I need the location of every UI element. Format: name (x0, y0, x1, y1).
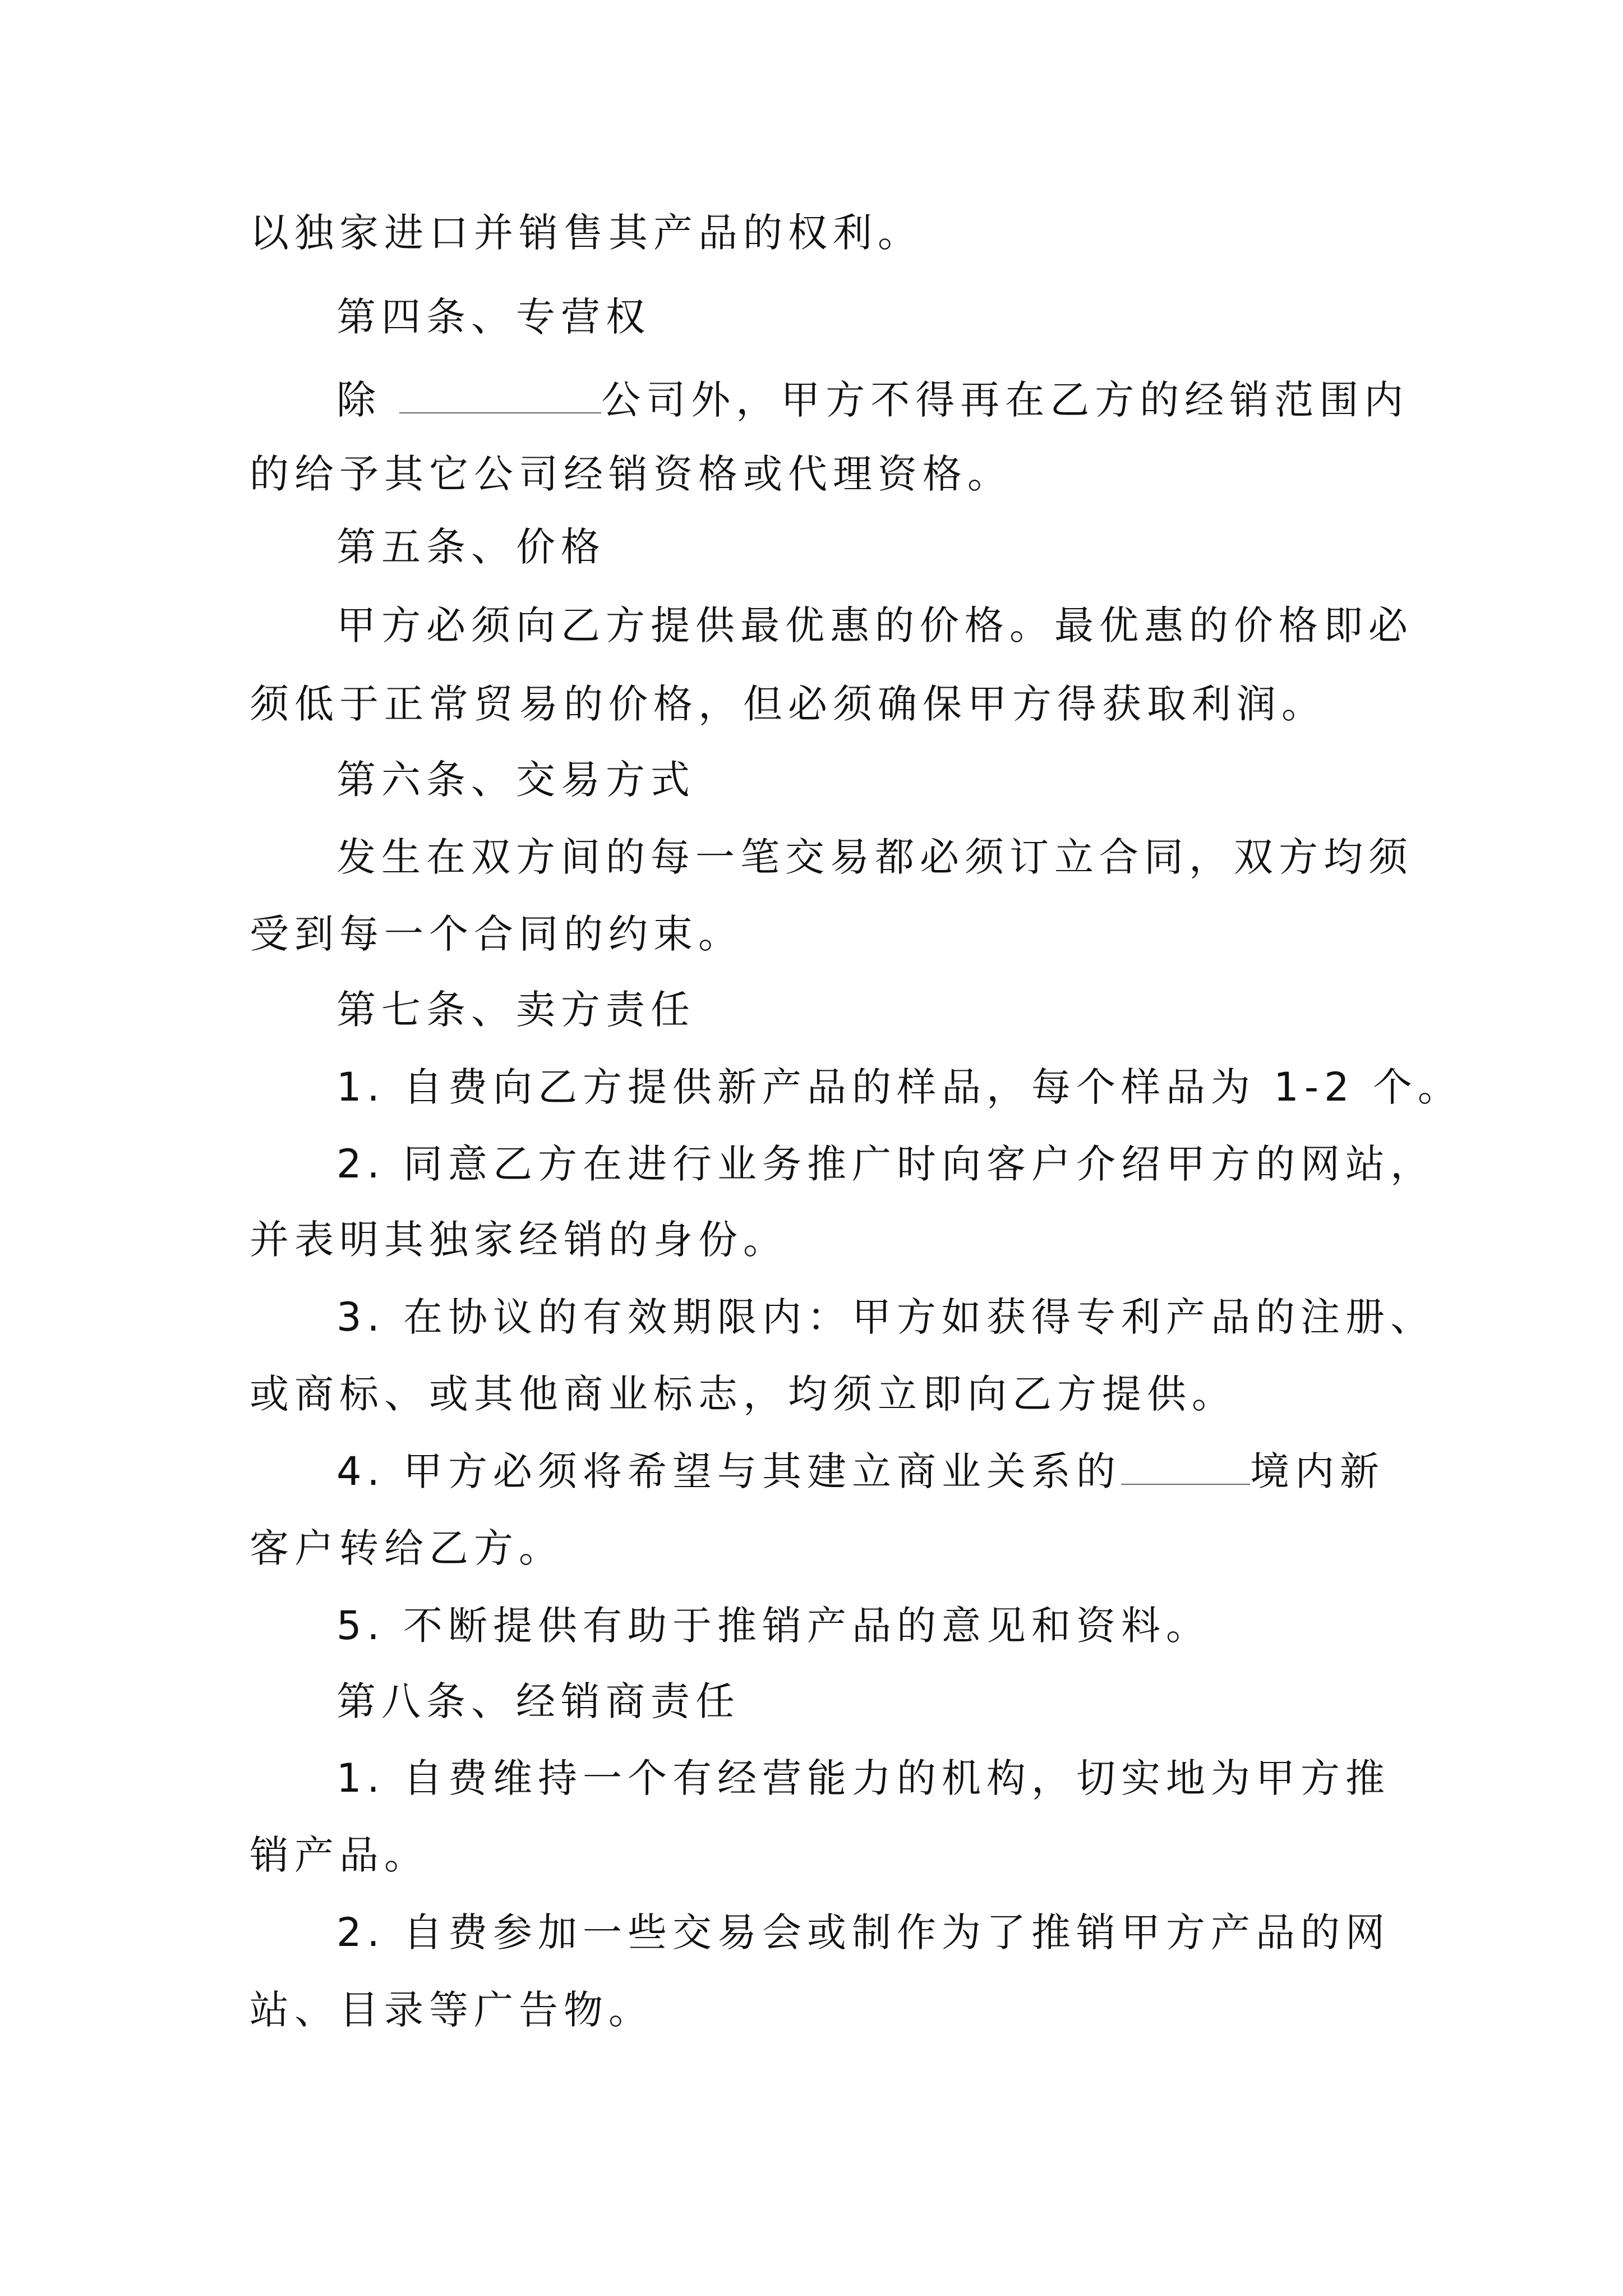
text-line: 或商标、或其他商业标志，均须立即向乙方提供。 (250, 1371, 1237, 1417)
text-line: 站、目录等广告物。 (250, 1987, 653, 2033)
article-heading: 第七条、卖方责任 (336, 987, 695, 1033)
article-heading: 第六条、交易方式 (336, 757, 695, 803)
list-item (336, 1446, 1385, 1497)
article-heading: 第八条、经销商责任 (336, 1678, 740, 1724)
list-item: 2. 同意乙方在进行业务推广时向客户介绍甲方的网站， (336, 1141, 1436, 1187)
text-line: 受到每一个合同的约束。 (250, 911, 743, 957)
text-line: 并表明其独家经销的身份。 (250, 1217, 788, 1263)
list-item: 1. 自费向乙方提供新产品的样品，每个样品为 1-2 个。 (336, 1064, 1463, 1110)
blank-field (399, 380, 601, 413)
list-item: 1. 自费维持一个有经营能力的机构，切实地为甲方推 (336, 1755, 1391, 1801)
text-segment: 境内新 (1250, 1448, 1385, 1494)
text-segment: 4. 甲方必须将希望与其建立商业关系的 (336, 1448, 1122, 1494)
blank-field (1121, 1451, 1250, 1485)
text-line (336, 375, 1409, 425)
text-line: 以独家进口并销售其产品的权利。 (250, 210, 923, 256)
list-item: 5. 不断提供有助于推销产品的意见和资料。 (336, 1603, 1211, 1649)
list-item: 2. 自费参加一些交易会或制作为了推销甲方产品的网 (336, 1910, 1391, 1955)
text-segment: 公司外，甲方不得再在乙方的经销范围内 (601, 377, 1409, 423)
text-line: 客户转给乙方。 (250, 1525, 564, 1571)
text-line: 发生在双方间的每一笔交易都必须订立合同，双方均须 (336, 834, 1413, 880)
text-line: 的给予其它公司经销资格或代理资格。 (250, 451, 1012, 497)
text-segment: 除 (336, 377, 400, 423)
text-line: 甲方必须向乙方提供最优惠的价格。最优惠的价格即必 (336, 602, 1413, 648)
text-line: 销产品。 (250, 1832, 429, 1878)
text-line: 须低于正常贸易的价格，但必须确保甲方得获取利润。 (250, 681, 1326, 727)
article-heading: 第四条、专营权 (336, 294, 651, 340)
article-heading: 第五条、价格 (336, 524, 606, 570)
list-item: 3. 在协议的有效期限内：甲方如获得专利产品的注册、 (336, 1294, 1436, 1340)
